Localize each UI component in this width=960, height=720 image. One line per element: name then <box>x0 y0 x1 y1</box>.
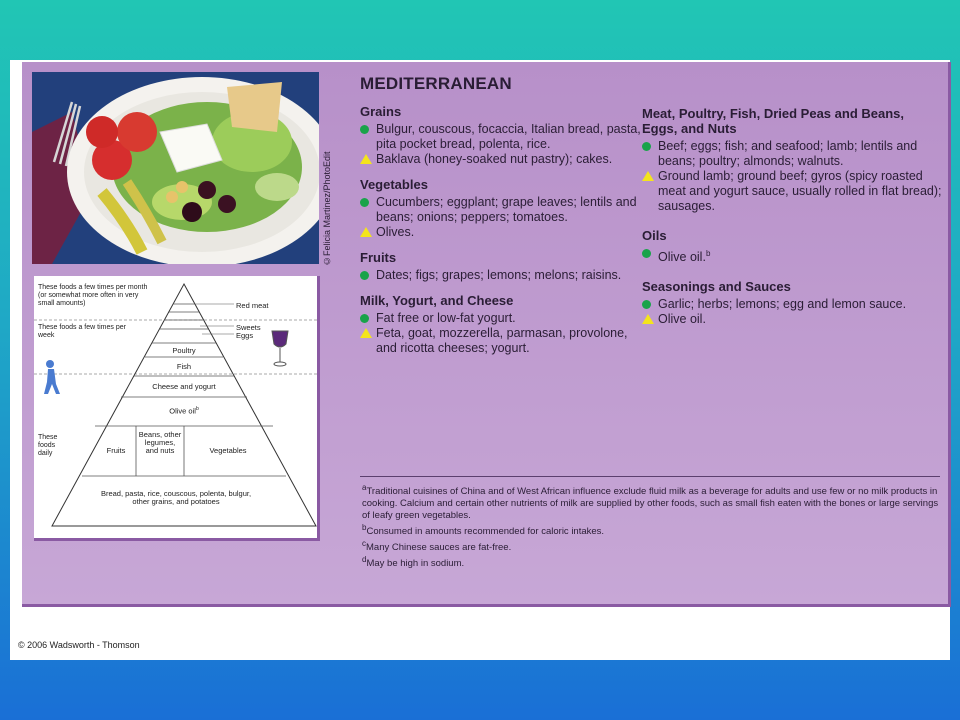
green-dot-icon <box>360 271 369 280</box>
footnote-c: $^c$Many Chinese sauces are fat-free. <box>362 539 512 554</box>
label-vegetables: Vegetables <box>209 446 247 455</box>
milk-green-entry: Fat free or low-fat yogurt. <box>360 311 650 326</box>
heading-fruits: Fruits <box>360 250 397 265</box>
green-dot-icon <box>360 125 369 134</box>
vegetables-green-entry: Cucumbers; eggplant; grape leaves; lentils and beans; onions; peppers; tomatoes. <box>360 195 650 225</box>
yellow-triangle-icon <box>360 154 372 164</box>
note-daily: These foods daily <box>38 434 58 457</box>
left-column <box>360 74 650 356</box>
page-title: MEDITERRANEAN <box>360 74 512 93</box>
footnote-a: $^a$Traditional cuisines of China and of West African influence exclude fluid milk as a beverage for adults and use few or no milk products in cooking. Calcium and certain other nutrients of milk are supplied by other foods, such as small fish eaten with the bones or large servings of leafy green vegetables. <box>362 483 939 522</box>
footnote-b: $^b$Consumed in amounts recommended for caloric intakes. <box>362 523 605 538</box>
heading-milk: Milk, Yogurt, and Cheese <box>360 293 514 308</box>
yellow-triangle-icon <box>360 328 372 338</box>
grains-green-entry: Bulgur, couscous, focaccia, Italian bread, pasta, pita pocket bread, polenta, rice. <box>360 122 650 152</box>
heading-oils: Oils <box>642 228 667 243</box>
heading-grains: Grains <box>360 104 402 119</box>
heading-vegetables: Vegetables <box>360 177 428 192</box>
label-poultry: Poultry <box>172 346 196 355</box>
yellow-triangle-icon <box>360 227 372 237</box>
heading-meat: Meat, Poultry, Fish, Dried Peas and Beans, Eggs, and Nuts <box>642 106 904 136</box>
green-dot-icon <box>360 314 369 323</box>
meat-green-entry: Beef; eggs; fish; and seafood; lamb; lentils and beans; poultry; almonds; walnuts. <box>642 139 942 169</box>
footnote-divider <box>360 476 940 477</box>
yellow-triangle-icon <box>642 171 654 181</box>
footnotes <box>362 482 942 571</box>
footnote-d: $^d$May be high in sodium. <box>362 555 465 570</box>
label-eggs: Eggs <box>236 331 254 340</box>
label-cheese-yogurt: Cheese and yogurt <box>152 382 216 391</box>
label-fish: Fish <box>176 362 192 371</box>
milk-yellow-entry: Feta, goat, mozzerella, parmasan, provolone, and ricotta cheeses; yogurt. <box>360 326 650 356</box>
salad-photo <box>32 72 319 264</box>
label-beans: Beans, other legumes, and nuts <box>138 430 182 455</box>
seasonings-yellow-entry: Olive oil. <box>642 312 942 327</box>
heading-seasonings: Seasonings and Sauces <box>642 279 791 295</box>
green-dot-icon <box>360 198 369 207</box>
label-sweets: Sweets <box>236 323 261 332</box>
right-column <box>642 96 942 327</box>
meat-yellow-entry: Ground lamb; ground beef; gyros (spicy roasted meat and yogurt sauce, usually rolled in flat bread); sausages. <box>642 169 942 214</box>
slide-sheet <box>10 60 950 660</box>
vegetables-yellow-entry: Olives. <box>360 225 650 240</box>
label-fruits: Fruits <box>106 446 126 455</box>
green-dot-icon <box>642 142 651 151</box>
yellow-triangle-icon <box>642 314 654 324</box>
label-red-meat: Red meat <box>236 301 269 310</box>
grains-yellow-entry: Baklava (honey-soaked nut pastry); cakes. <box>360 152 650 167</box>
seasonings-green-entry: Garlic; herbs; lemons; egg and lemon sauce. <box>642 297 942 312</box>
green-dot-icon <box>642 300 651 309</box>
label-olive-oil: Olive oil$^b$ <box>169 406 199 416</box>
diet-panel <box>22 62 951 607</box>
photo-credit: ©Felicia Martinez/PhotoEdit <box>322 151 332 266</box>
note-monthly: These foods a few times per month (or somewhat more often in very small amounts) <box>38 284 148 307</box>
food-pyramid-box <box>34 276 320 541</box>
note-weekly: These foods a few times per week <box>38 324 126 339</box>
label-base-grains: Bread, pasta, rice, couscous, polenta, bulgur, other grains, and potatoes <box>100 489 252 506</box>
copyright: © 2006 Wadsworth - Thomson <box>18 640 140 650</box>
salad-illustration <box>32 72 319 264</box>
fruits-green-entry: Dates; figs; grapes; lemons; melons; raisins. <box>360 268 650 283</box>
oils-green-entry: Olive oil.$^b$ <box>642 246 942 265</box>
green-dot-icon <box>642 249 651 258</box>
